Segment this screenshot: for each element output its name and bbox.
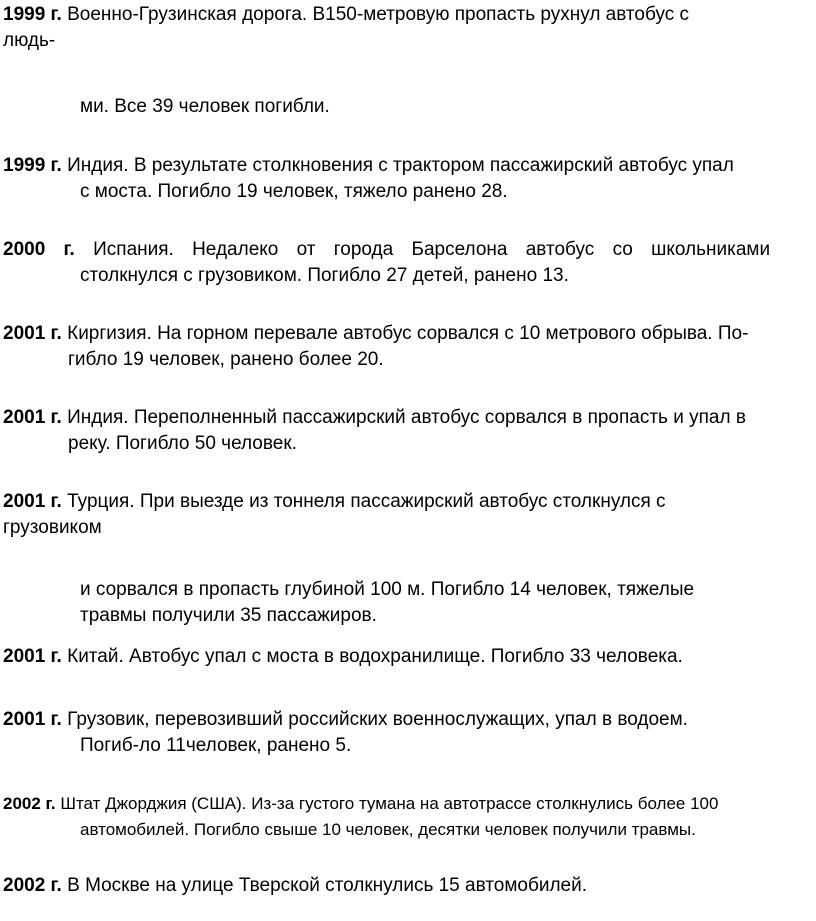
entry-2002-georgia-usa: [3, 791, 813, 843]
entry-text: столкнулся с грузовиком. Погибло 27 детей, ранено 13.: [80, 265, 569, 286]
entry-text: с моста. Погибло 19 человек, тяжело ранено 28.: [80, 181, 508, 202]
entry-1999-india: [3, 153, 813, 205]
entry-year: 2002 г.: [3, 794, 56, 813]
entry-year: 1999 г.: [3, 155, 62, 176]
entry-2001-india: [3, 405, 813, 457]
entry-text: Турция. При выезде из тоннеля пассажирский автобус столкнулся с: [61, 491, 666, 512]
entry-text: Испания. Недалеко от города Барселона автобус со школьниками: [74, 239, 771, 260]
entry-year: 2000 г.: [3, 239, 75, 260]
entry-text: автомобилей. Погибло свыше 10 человек, десятки человек получили травмы.: [80, 820, 696, 839]
entry-text: Военно-Грузинская дорога. В150-метровую пропасть рухнул автобус с: [61, 4, 690, 25]
entry-year: 2001 г.: [3, 323, 62, 344]
entry-text: людь-: [3, 30, 56, 51]
entry-text: травмы получили 35 пассажиров.: [80, 605, 377, 626]
entry-2000-spain: [3, 237, 813, 289]
entry-text: Погиб-ло 11человек, ранено 5.: [80, 735, 352, 756]
entry-text: Индия. Переполненный пассажирский автобус сорвался в пропасть и упал в: [61, 407, 746, 428]
entry-year: 2001 г.: [3, 407, 62, 428]
entry-text: Индия. В результате столкновения с трактором пассажирский автобус упал: [61, 155, 734, 176]
entry-text: гибло 19 человек, ранено более 20.: [68, 349, 384, 370]
entry-text: Штат Джорджия (США). Из-за густого тумана на автотрассе столкнулись более 100: [55, 794, 719, 813]
entry-1999-georgian-road: [3, 2, 813, 120]
entry-text: ми. Все 39 человек погибли.: [80, 96, 330, 117]
entry-text: Киргизия. На горном перевале автобус сорвался с 10 метрового обрыва. По-: [61, 323, 749, 344]
entry-text: В Москве на улице Тверской столкнулись 15 автомобилей.: [61, 875, 587, 896]
entry-year: 2001 г.: [3, 646, 62, 667]
entry-text: реку. Погибло 50 человек.: [68, 433, 297, 454]
entry-text: Китай. Автобус упал с моста в водохранилище. Погибло 33 человека.: [61, 646, 683, 667]
entry-year: 2002 г.: [3, 875, 62, 896]
entry-text: и сорвался в пропасть глубиной 100 м. Погибло 14 человек, тяжелые: [80, 579, 695, 600]
entry-text: грузовиком: [3, 517, 102, 538]
entry-2001-china: [3, 644, 813, 670]
entry-text: Грузовик, перевозивший российских военнослужащих, упал в водоем.: [61, 709, 688, 730]
entry-year: 2001 г.: [3, 491, 62, 512]
entry-year: 1999 г.: [3, 4, 62, 25]
entry-2001-turkey: [3, 489, 813, 629]
entry-year: 2001 г.: [3, 709, 62, 730]
entry-2001-kyrgyzstan: [3, 321, 813, 373]
entry-2001-military-truck: [3, 707, 813, 759]
entry-2002-moscow: [3, 873, 813, 899]
